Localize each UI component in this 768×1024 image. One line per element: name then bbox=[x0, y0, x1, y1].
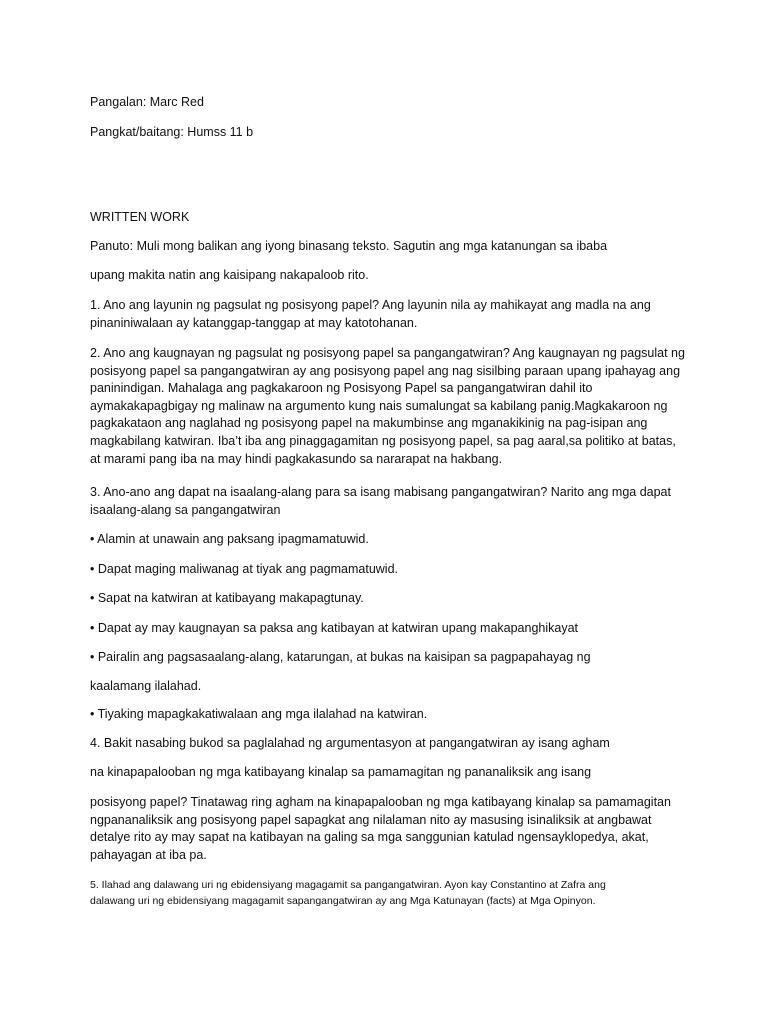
instructions-text-2: upang makita natin ang kaisipang nakapaloob rito. bbox=[90, 268, 369, 282]
paragraph-line: posisyong papel? Tinatawag ring agham na kinapapalooban ng mga katibayang kinalap sa pamamagitan bbox=[90, 795, 671, 809]
paragraph-line: isaalang-alang sa pangangatwiran bbox=[90, 502, 281, 517]
section-line bbox=[90, 124, 690, 142]
paragraph-line: posisyong papel sa pangangatwiran ay ang posisyong papel ang nag sisilbing paraan upang ipahayag ang bbox=[90, 363, 681, 378]
question-4-answer bbox=[90, 794, 690, 864]
question-4-line-2 bbox=[90, 764, 690, 782]
bullet-item-5 bbox=[90, 649, 690, 667]
paragraph-line: magkabilang katwiran. Iba’t iba ang pinaggagamitan ng posisyong papel, sa pag aaral,sa politiko at batas, bbox=[90, 433, 676, 448]
paragraph-line: paninindigan. Mahalaga ang pagkakaroon ng Posisyong Papel sa pangangatwiran dahil ito bbox=[90, 381, 593, 396]
paragraph-line: pinaniniwalaan ay katanggap-tanggap at may katotohanan. bbox=[90, 315, 418, 330]
bullet-text: • Dapat maging maliwanag at tiyak ang pagmamatuwid. bbox=[90, 562, 399, 576]
bullet-text: kaalamang ilalahad. bbox=[90, 679, 202, 693]
section-text: Pangkat/baitang: Humss 11 b bbox=[90, 125, 254, 139]
bullet-text: • Pairalin ang pagsasaalang-alang, katarungan, at bukas na kaisipan sa pagpapahayag ng bbox=[90, 650, 591, 664]
instructions-text-1: Panuto: Muli mong balikan ang iyong binasang teksto. Sagutin ang mga katanungan sa ibaba bbox=[90, 239, 608, 253]
question-3 bbox=[90, 484, 690, 519]
paragraph-line: ngpananaliksik ang posisyong papel sapagkat ang nilalaman nito ay masusing isinaliksik at angbawat bbox=[90, 812, 652, 827]
paragraph-line: pahayagan at iba pa. bbox=[90, 847, 207, 862]
paragraph-line: 3. Ano-ano ang dapat na isaalang-alang para sa isang mabisang pangangatwiran? Narito ang mga dapat bbox=[90, 485, 671, 499]
name-text: Pangalan: Marc Red bbox=[90, 95, 204, 109]
bullet-item-6 bbox=[90, 706, 690, 724]
name-line bbox=[90, 94, 690, 112]
paragraph-line: 4. Bakit nasabing bukod sa paglalahad ng argumentasyon at pangangatwiran ay isang agham bbox=[90, 736, 610, 750]
paragraph-line: 2. Ano ang kaugnayan ng pagsulat ng posisyong papel sa pangangatwiran? Ang kaugnayan ng pagsulat ng bbox=[90, 346, 685, 360]
bullet-text: • Sapat na katwiran at katibayang makapagtunay. bbox=[90, 591, 364, 605]
bullet-item-3 bbox=[90, 590, 690, 608]
question-1 bbox=[90, 297, 690, 332]
bullet-item-1 bbox=[90, 531, 690, 549]
paragraph-line: dalawang uri ng ebidensiyang magagamit sapangangatwiran ay ang Mga Katunayan (facts) at Mga Opinyon. bbox=[90, 895, 596, 907]
question-5 bbox=[90, 877, 690, 909]
bullet-item-5-continuation bbox=[90, 678, 690, 696]
bullet-item-4 bbox=[90, 620, 690, 638]
instructions-line-2 bbox=[90, 267, 690, 285]
instructions-line-1 bbox=[90, 238, 690, 256]
bullet-text: • Alamin at unawain ang paksang ipagmamatuwid. bbox=[90, 532, 369, 546]
question-4-line-1 bbox=[90, 735, 690, 753]
paragraph-line: 1. Ano ang layunin ng pagsulat ng posisyong papel? Ang layunin nila ay mahikayat ang madla na ang bbox=[90, 298, 651, 312]
document-title bbox=[90, 209, 690, 227]
paragraph-line: aymakakapagbigay ng malinaw na argumento kung nais sumalungat sa kabilang panig.Magkakaroon ng bbox=[90, 398, 668, 413]
bullet-text: • Tiyaking mapagkakatiwalaan ang mga ilalahad na katwiran. bbox=[90, 707, 428, 721]
paragraph-line: at marami pang iba na may hindi pagkakasundo sa nararapat na hakbang. bbox=[90, 451, 503, 466]
paragraph-line: na kinapapalooban ng mga katibayang kinalap sa pamamagitan ng pananaliksik ang isang bbox=[90, 765, 592, 779]
paragraph-line: 5. Ilahad ang dalawang uri ng ebidensiyang magagamit sa pangangatwiran. Ayon kay Constantino at Zafra ang bbox=[90, 879, 606, 891]
bullet-text: • Dapat ay may kaugnayan sa paksa ang katibayan at katwiran upang makapanghikayat bbox=[90, 621, 579, 635]
paragraph-line: detalye rito ay may sapat na katibayan na galing sa mga sanggunian katulad ngensayklopedya, akat, bbox=[90, 830, 649, 845]
title-text: WRITTEN WORK bbox=[90, 210, 190, 224]
question-2 bbox=[90, 345, 690, 468]
bullet-item-2 bbox=[90, 561, 690, 579]
paragraph-line: pagkakataon ang naglahad ng posisyong papel na makumbinse ang mganakikinig na pag-isipan ang bbox=[90, 416, 648, 431]
